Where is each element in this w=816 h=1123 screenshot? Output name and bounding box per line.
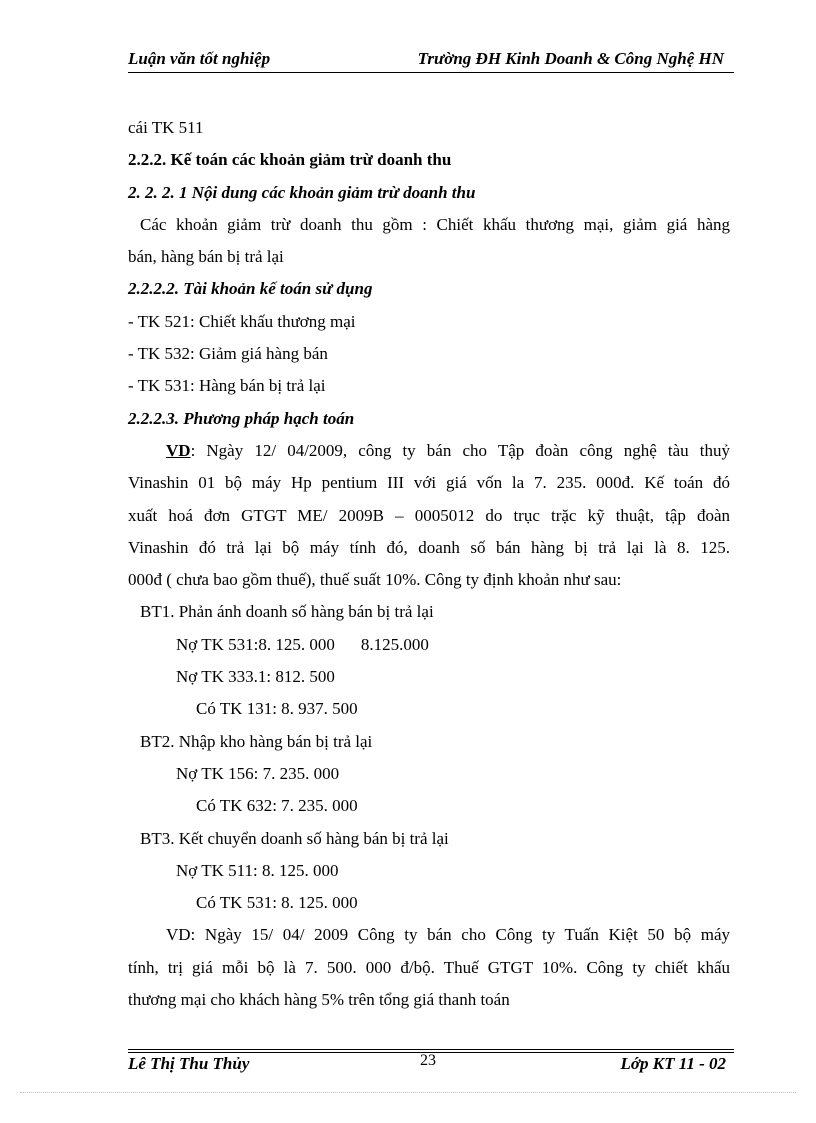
entry-bt1-credit-131: Có TK 131: 8. 937. 500 [196, 699, 358, 719]
footer-class: Lớp KT 11 - 02 [620, 1054, 726, 1073]
page-header [128, 46, 734, 73]
subsection-heading-2-2-2-3: 2.2.2.3. Phương pháp hạch toán [128, 408, 355, 428]
example-2-line-2: tính, trị giá mỗi bộ là 7. 500. 000 đ/bộ. Thuế GTGT 10%. Công ty chiết khấu [128, 957, 730, 977]
section-heading-2-2-2: 2.2.2. Kế toán các khoản giảm trừ doanh thu [128, 150, 452, 170]
entry-bt1-debit-531-text: Nợ TK 531:8. 125. 000 [176, 634, 335, 654]
page-edge-dotted-line [20, 1092, 796, 1093]
entry-bt2-credit-632: Có TK 632: 7. 235. 000 [196, 796, 358, 816]
entry-bt2-debit-156: Nợ TK 156: 7. 235. 000 [176, 763, 340, 783]
example-1-line-3: xuất hoá đơn GTGT ME/ 2009B – 0005012 do trục trặc kỹ thuật, tập đoàn [128, 505, 730, 525]
page-number: 23 [420, 1052, 436, 1069]
account-item-531: - TK 531: Hàng bán bị trả lại [128, 376, 326, 396]
footer-rule-top [128, 1049, 734, 1050]
account-item-532: - TK 532: Giảm giá hàng bán [128, 344, 328, 364]
header-university-name: Trường ĐH Kinh Doanh & Công Nghệ HN [417, 49, 724, 68]
footer-author: Lê Thị Thu Thủy [128, 1054, 250, 1073]
page-footer [128, 1054, 734, 1078]
example-1-text: : Ngày 12/ 04/2009, công ty bán cho Tập đoàn công nghệ tàu thuỷ [190, 440, 730, 460]
entry-bt3-credit-531: Có TK 531: 8. 125. 000 [196, 893, 358, 913]
page-body [128, 112, 730, 1016]
example-1-line-2: Vinashin 01 bộ máy Hp pentium III với giá vốn la 7. 235. 000đ. Kế toán đó [128, 473, 730, 493]
entry-bt1-debit-3331: Nợ TK 333.1: 812. 500 [176, 667, 335, 687]
subsection-heading-2-2-2-1: 2. 2. 2. 1 Nội dung các khoản giảm trừ doanh thu [128, 182, 476, 202]
example-1-line-1 [128, 435, 730, 467]
example-1-line-5: 000đ ( chưa bao gồm thuế), thuế suất 10%. Công ty định khoản như sau: [128, 570, 622, 590]
entry-bt1-debit-531 [128, 629, 730, 661]
body-line-1: cái TK 511 [128, 118, 204, 137]
header-thesis-label: Luận văn tốt nghiệp [128, 49, 271, 68]
subsection-heading-2-2-2-2: 2.2.2.2. Tài khoản kế toán sử dụng [128, 279, 373, 299]
example-2-line-3: thương mại cho khách hàng 5% trên tổng giá thanh toán [128, 990, 510, 1010]
entry-bt3-debit-511: Nợ TK 511: 8. 125. 000 [176, 860, 339, 880]
entry-bt1-debit-531-amount: 8.125.000 [360, 634, 429, 654]
entry-bt1-title: BT1. Phản ánh doanh số hàng bán bị trả lại [140, 602, 434, 622]
example-2-line-1: VD: Ngày 15/ 04/ 2009 Công ty bán cho Công ty Tuấn Kiệt 50 bộ máy [166, 925, 730, 945]
example-1-line-4: Vinashin đó trả lại bộ máy tính đó, doanh số bán hàng bị trả lại là 8. 125. [128, 537, 730, 557]
entry-bt2-title: BT2. Nhập kho hàng bán bị trả lại [140, 731, 373, 751]
body-line-4: Các khoản giảm trừ doanh thu gồm : Chiết khấu thương mại, giảm giá hàng [140, 214, 730, 234]
entry-bt3-title: BT3. Kết chuyển doanh số hàng bán bị trả lại [140, 828, 449, 848]
body-line-5: bán, hàng bán bị trả lại [128, 247, 284, 267]
account-item-521: - TK 521: Chiết khấu thương mại [128, 311, 356, 331]
example-label: VD [166, 440, 191, 460]
